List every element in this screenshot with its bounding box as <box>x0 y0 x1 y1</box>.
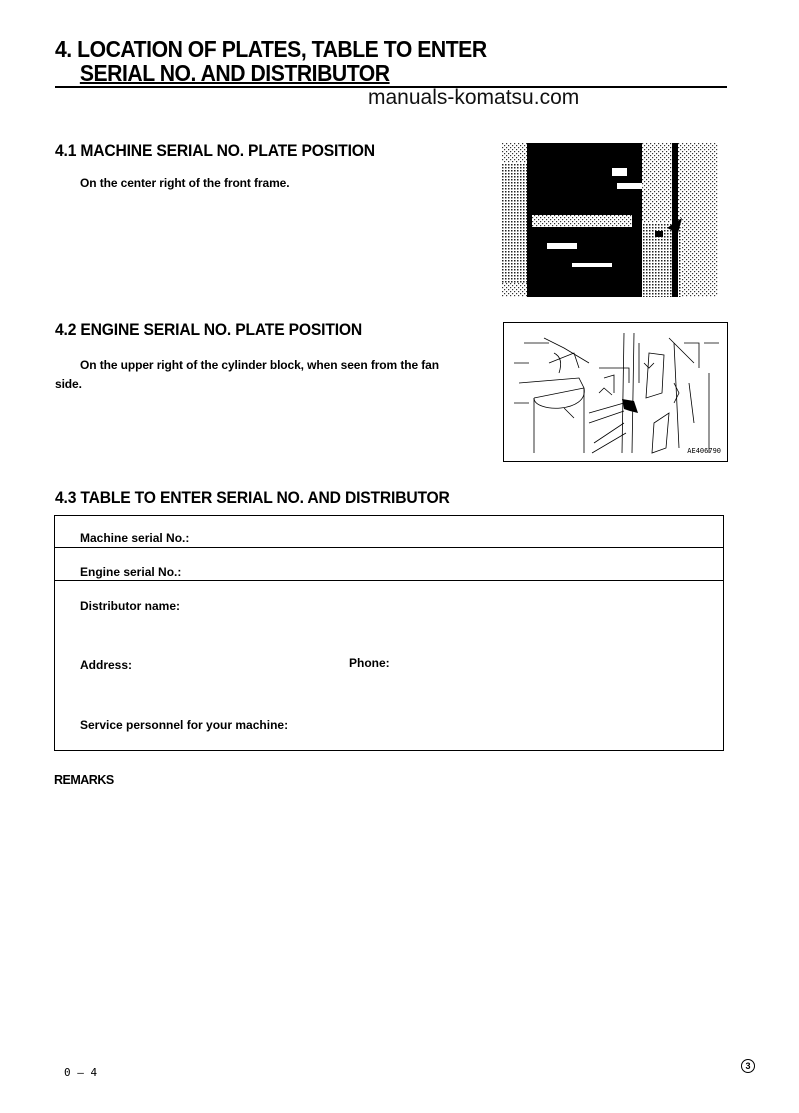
row-distributor-details[interactable] <box>55 582 723 750</box>
serial-distributor-table <box>54 515 724 751</box>
section-4-3-heading: 4.3 TABLE TO ENTER SERIAL NO. AND DISTRIBUTOR <box>55 489 450 507</box>
section-4-2-text-line2: side. <box>55 377 82 391</box>
machine-serial-label: Machine serial No.: <box>80 531 190 545</box>
page-number: 0 – 4 <box>64 1066 98 1079</box>
machine-plate-photo <box>502 143 718 297</box>
page-title-line1: 4. LOCATION OF PLATES, TABLE TO ENTER <box>55 36 487 62</box>
page-title <box>55 37 487 85</box>
figure-code: AE406790 <box>687 447 721 455</box>
phone-label: Phone: <box>349 656 390 670</box>
page-title-line2: SERIAL NO. AND DISTRIBUTOR <box>79 60 390 86</box>
distributor-name-label: Distributor name: <box>80 599 181 613</box>
engine-plate-drawing <box>503 322 728 462</box>
section-4-1-text: On the center right of the front frame. <box>80 176 290 190</box>
section-4-2-heading: 4.2 ENGINE SERIAL NO. PLATE POSITION <box>55 321 363 339</box>
section-4-2-text-line1: On the upper right of the cylinder block, when seen from the fan <box>80 358 439 372</box>
revision-mark: 3 <box>741 1059 755 1073</box>
address-label: Address: <box>80 658 133 672</box>
engine-serial-label: Engine serial No.: <box>80 565 182 579</box>
row-machine-serial[interactable] <box>55 516 723 548</box>
watermark: manuals-komatsu.com <box>368 86 580 109</box>
remarks-heading: REMARKS <box>54 773 114 787</box>
service-personnel-label: Service personnel for your machine: <box>80 718 289 732</box>
row-engine-serial[interactable] <box>55 549 723 581</box>
arrow-icon <box>620 397 640 417</box>
section-4-1-heading: 4.1 MACHINE SERIAL NO. PLATE POSITION <box>55 142 375 160</box>
